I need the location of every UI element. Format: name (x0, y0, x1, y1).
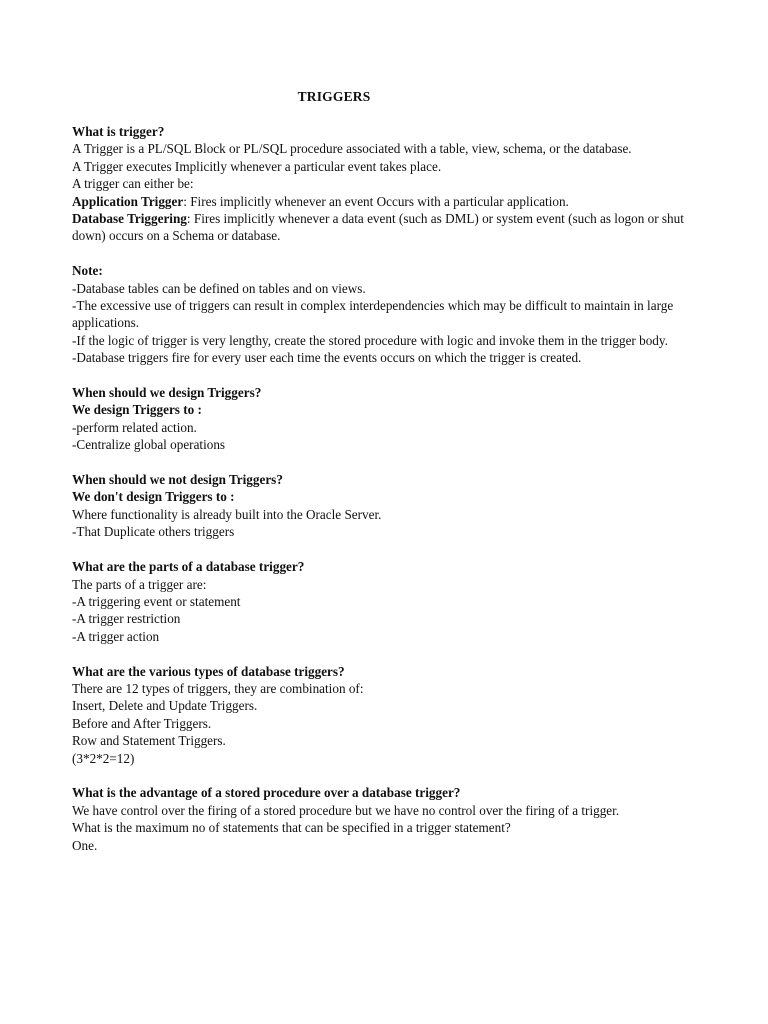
section-types (72, 663, 700, 767)
list-item: -perform related action. (72, 419, 197, 435)
section-subheading: We design Triggers to : (72, 402, 202, 418)
list-item: There are 12 types of triggers, they are combination of: (72, 680, 364, 696)
list-item: We have control over the firing of a stored procedure but we have no control over the firing of a trigger. (72, 802, 620, 818)
note-item: -Database tables can be defined on tables and on views. (72, 280, 366, 296)
list-item: Row and Statement Triggers. (72, 733, 226, 749)
list-item: -A trigger action (72, 628, 160, 644)
application-trigger-definition (72, 193, 700, 210)
application-trigger-text: : Fires implicitly whenever an event Occurs with a particular application. (183, 193, 569, 209)
application-trigger-label: Application Trigger (72, 193, 184, 209)
section-subheading: We don't design Triggers to : (72, 489, 235, 505)
section-note (72, 262, 700, 366)
section-when-not-design (72, 471, 700, 541)
note-item: -The excessive use of triggers can result in complex interdependencies which may be difficult to maintain in large applications. (72, 298, 674, 331)
list-item: (3*2*2=12) (72, 750, 135, 766)
section-advantage (72, 784, 700, 854)
list-item: -A trigger restriction (72, 611, 181, 627)
section-heading: What are the parts of a database trigger? (72, 559, 305, 575)
note-item: -If the logic of trigger is very lengthy, create the stored procedure with logic and invoke them in the trigger body. (72, 332, 668, 348)
note-item: -Database triggers fire for every user each time the events occurs on which the trigger is created. (72, 350, 582, 366)
section-when-design (72, 384, 700, 454)
database-trigger-label: Database Triggering (72, 211, 187, 227)
list-item: What is the maximum no of statements that can be specified in a trigger statement? (72, 820, 511, 836)
list-item: -Centralize global operations (72, 437, 226, 453)
list-item: Insert, Delete and Update Triggers. (72, 698, 258, 714)
section-what-is-trigger (72, 123, 700, 245)
list-item: The parts of a trigger are: (72, 576, 207, 592)
list-item: -That Duplicate others triggers (72, 524, 235, 540)
section-heading: What is the advantage of a stored procedure over a database trigger? (72, 785, 461, 801)
section-parts (72, 558, 700, 645)
database-trigger-definition (72, 210, 700, 245)
paragraph-line: A Trigger executes Implicitly whenever a particular event takes place. (72, 158, 442, 174)
section-heading: When should we design Triggers? (72, 385, 262, 401)
list-item: Before and After Triggers. (72, 715, 212, 731)
database-trigger-text: : Fires implicitly whenever a data event (such as DML) or system event (such as logon or shut down) occurs on a Schema or database. (72, 211, 684, 244)
section-heading: What is trigger? (72, 124, 165, 139)
list-item: Where functionality is already built into the Oracle Server. (72, 506, 382, 522)
paragraph-line: A Trigger is a PL/SQL Block or PL/SQL procedure associated with a table, view, schema, or the database. (72, 141, 632, 157)
document-body (72, 123, 700, 871)
paragraph-line: A trigger can either be: (72, 176, 194, 192)
section-heading: When should we not design Triggers? (72, 472, 283, 488)
list-item: -A triggering event or statement (72, 593, 241, 609)
section-heading: What are the various types of database triggers? (72, 663, 345, 679)
section-heading: Note: (72, 263, 103, 279)
list-item: One. (72, 837, 98, 853)
page-title: TRIGGERS (297, 89, 371, 104)
